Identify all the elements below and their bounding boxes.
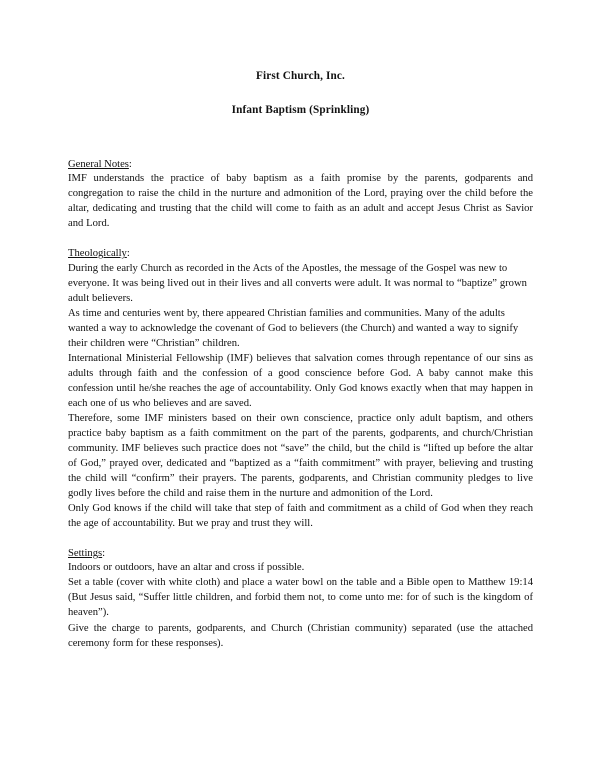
- section-heading-theologically-label: Theologically: [68, 248, 127, 260]
- paragraph: IMF understands the practice of baby baptism as a faith promise by the parents, godparents and congregation to raise the child in the nurture and admonition of the Lord, praying over the child before the altar, dedicating and trusting that the child will come to faith as an adult and accept Jesus Christ as Savior and Lord.: [68, 173, 533, 230]
- document-body: [68, 0, 533, 651]
- paragraph: Indoors or outdoors, have an altar and cross if possible.: [68, 562, 305, 574]
- organization-title: First Church, Inc.: [256, 70, 345, 82]
- section-heading-general-notes: [68, 158, 533, 171]
- section-heading-theologically: [68, 247, 533, 260]
- paragraph: Only God knows if the child will take that step of faith and commitment as a child of God when they reach the age of accountability. But we pray and trust they will.: [68, 503, 533, 530]
- paragraph: Set a table (cover with white cloth) and place a water bowl on the table and a Bible open to Matthew 19:14 (But Jesus said, “Suffer little children, and forbid them not, to come unto me: for of such is the kingdom of heaven”).: [68, 577, 533, 619]
- section-heading-settings-label: Settings: [68, 548, 103, 560]
- section-heading-settings-suffix: :: [102, 548, 106, 560]
- section-heading-general-notes-suffix: :: [128, 159, 132, 170]
- paragraph: Therefore, some IMF ministers based on their own conscience, practice only adult baptism, and others practice baby baptism as a faith commitment on the part of the parents, godparents, and church/Christian community. IMF believes such practice does not “save” the child, but the child is “lifted up before the altar of God,” prayed over, dedicated and “baptized as a “faith commitment” with prayer, believing and trusting the child will “confirm” their prayers. The parents, godparents, and Christian community pledges to live godly lives before the child and raise them in the nurture and admonition of the Lord.: [68, 412, 533, 500]
- paragraph: International Ministerial Fellowship (IMF) believes that salvation comes through repentance of our sins as adults through faith and the confession of a good conscience before God. A baby cannot make this confession until he/she reaches the age of accountability. Only God knows exactly when that may happen in each one of us who believes and are saved.: [68, 352, 533, 409]
- paragraph: As time and centuries went by, there appeared Christian families and communities. Many of the adults wanted a way to acknowledge the covenant of God to believers (the Church) and wanted a way to signify their children were “Christian” children.: [68, 307, 519, 349]
- document-title: Infant Baptism (Sprinkling): [231, 104, 370, 116]
- section-heading-general-notes-label: General Notes: [68, 159, 129, 170]
- paragraph: During the early Church as recorded in the Acts of the Apostles, the message of the Gospel was new to everyone. It was being lived out in their lives and all converts were adult. It was normal to “baptize” grown adult believers.: [68, 262, 527, 304]
- paragraph: Give the charge to parents, godparents, and Church (Christian community) separated (use the attached ceremony form for these responses).: [68, 622, 533, 649]
- section-heading-settings: [68, 547, 533, 560]
- section-heading-theologically-suffix: :: [126, 248, 130, 260]
